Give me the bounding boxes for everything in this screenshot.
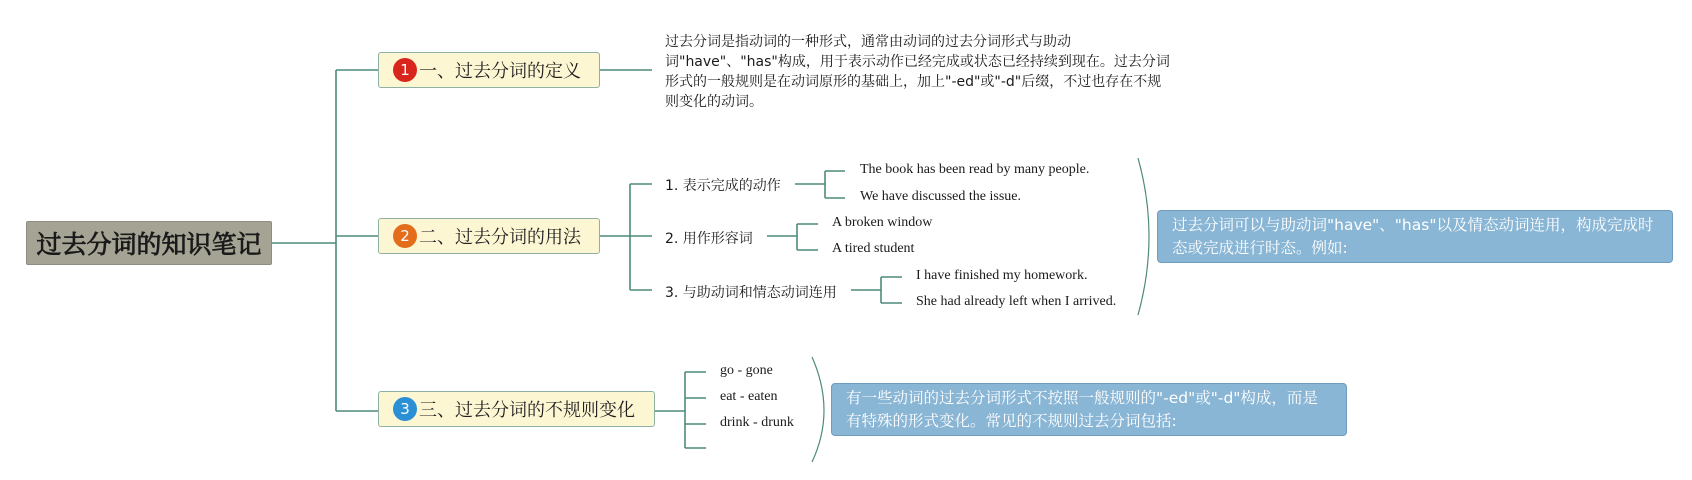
definition-line: 则变化的动词。 <box>665 94 763 110</box>
usage-example[interactable]: She had already left when I arrived. <box>916 294 1117 309</box>
irregular-example[interactable]: drink - drunk <box>720 415 794 430</box>
usage-item-1[interactable]: 1. 表示完成的动作 <box>665 178 781 194</box>
branch-title: 二、过去分词的用法 <box>419 227 581 248</box>
definition-note[interactable] <box>665 32 1185 112</box>
number-badge-3: 3 <box>393 397 417 421</box>
branch-usage[interactable] <box>378 218 600 254</box>
definition-line: 过去分词是指动词的一种形式，通常由动词的过去分词形式与助动 <box>665 34 1071 50</box>
usage-example[interactable]: I have finished my homework. <box>916 268 1088 283</box>
usage-summary-callout[interactable]: 过去分词可以与助动词"have"、"has"以及情态动词连用，构成完成时态或完成进行时态。例如: <box>1157 210 1673 263</box>
usage-example[interactable]: We have discussed the issue. <box>860 189 1021 204</box>
branch-irregular[interactable] <box>378 391 655 427</box>
usage-example[interactable]: A broken window <box>832 215 933 230</box>
usage-summary-brace <box>1138 158 1149 315</box>
irregular-example[interactable]: go - gone <box>720 363 773 378</box>
irregular-summary-brace <box>812 357 824 462</box>
root-topic[interactable]: 过去分词的知识笔记 <box>26 221 272 265</box>
usage-example[interactable]: A tired student <box>832 241 915 256</box>
number-badge-2: 2 <box>393 224 417 248</box>
branch-title: 三、过去分词的不规则变化 <box>419 400 635 421</box>
usage-item-3[interactable]: 3. 与助动词和情态动词连用 <box>665 285 837 301</box>
irregular-summary-callout[interactable]: 有一些动词的过去分词形式不按照一般规则的"-ed"或"-d"构成，而是有特殊的形式变化。常见的不规则过去分词包括: <box>831 383 1347 436</box>
usage-item-2[interactable]: 2. 用作形容词 <box>665 231 753 247</box>
number-badge-1: 1 <box>393 58 417 82</box>
irregular-example[interactable]: eat - eaten <box>720 389 778 404</box>
definition-line: 形式的一般规则是在动词原形的基础上，加上"-ed"或"-d"后缀，不过也存在不规 <box>665 74 1162 90</box>
branch-title: 一、过去分词的定义 <box>419 61 581 82</box>
usage-example[interactable]: The book has been read by many people. <box>860 162 1090 177</box>
definition-line: 词"have"、"has"构成，用于表示动作已经完成或状态已经持续到现在。过去分词 <box>665 54 1170 70</box>
branch-definition[interactable] <box>378 52 600 88</box>
